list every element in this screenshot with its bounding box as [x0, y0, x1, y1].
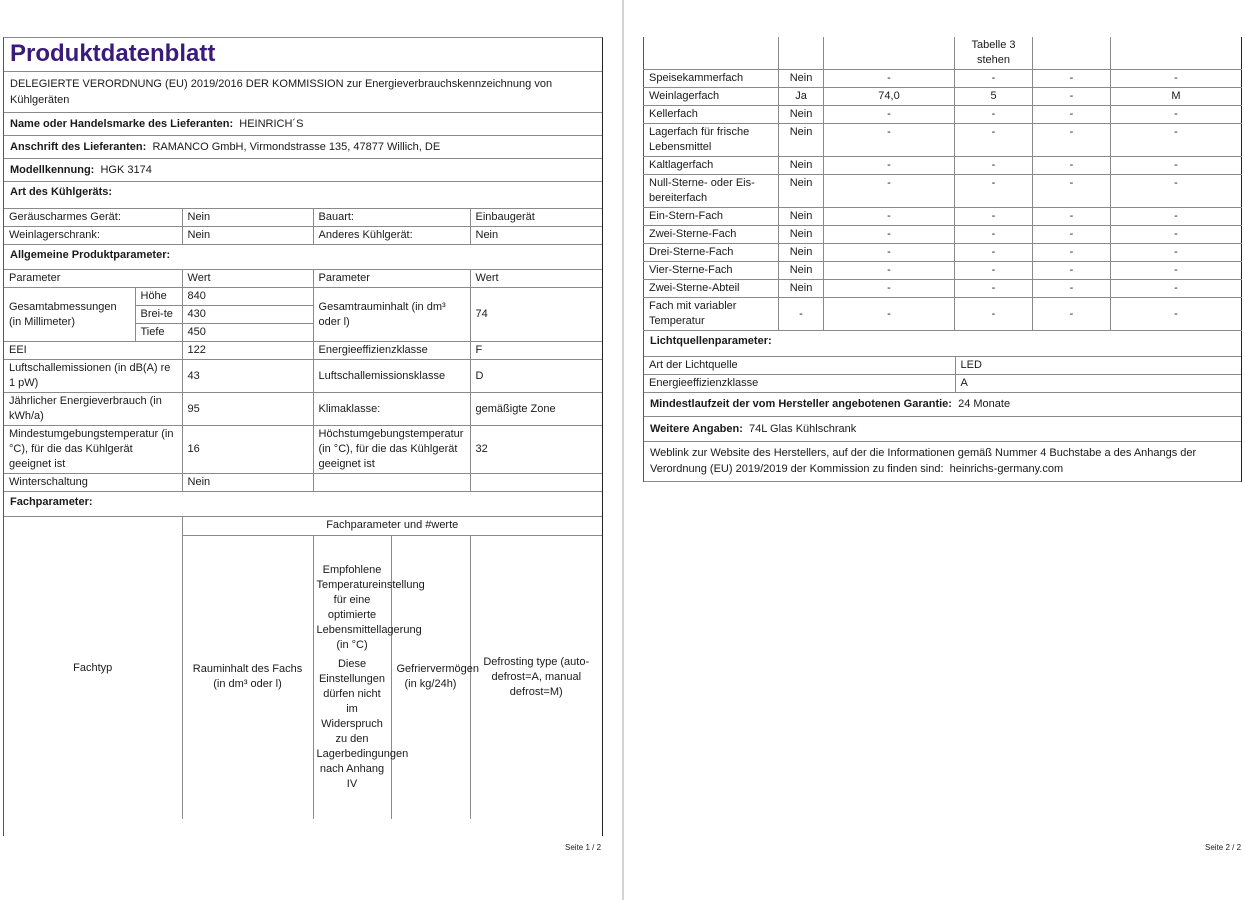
model-label: Modellkennung:: [10, 164, 95, 176]
height-value: 840: [182, 288, 313, 306]
compartment-present: Ja: [779, 88, 824, 106]
compartment-temp: -: [955, 70, 1033, 88]
compartment-name: Kellerfach: [644, 106, 779, 124]
table-header-row: [4, 270, 602, 288]
param-label: Klimaklasse:: [313, 393, 470, 426]
compartment-table: [643, 37, 1242, 331]
fachtyp-header: Fachtyp: [73, 661, 113, 674]
page-title: Produktdatenblatt: [4, 38, 602, 72]
page-number: Seite 2 / 2: [1205, 843, 1242, 852]
compartment-temp: -: [955, 262, 1033, 280]
compartment-name: Null-Sterne- oder Eis-bereiterfach: [644, 175, 779, 208]
compartment-present: Nein: [779, 262, 824, 280]
weblink-url[interactable]: heinrichs-germany.com: [949, 463, 1064, 475]
table-row: [4, 426, 602, 474]
compartment-name: Speisekammerfach: [644, 70, 779, 88]
compartment-temp: -: [955, 106, 1033, 124]
width-value: 430: [182, 306, 313, 324]
param-label: [313, 474, 470, 492]
compartment-temp: -: [955, 175, 1033, 208]
compartment-name: Ein-Stern-Fach: [644, 208, 779, 226]
temp-header-note: Diese Einstellungen dürfen nicht im Widerspruch zu den Lagerbedingungen nach Anhang IV: [316, 657, 409, 790]
compartment-present: Nein: [779, 244, 824, 262]
table-row: [644, 175, 1242, 208]
depth-value: 450: [182, 324, 313, 342]
param-value: F: [470, 342, 602, 360]
table-row: [644, 208, 1242, 226]
extra-info-label: Weitere Angaben:: [650, 423, 743, 435]
type-label: Bauart:: [313, 209, 470, 227]
general-table: [4, 270, 602, 492]
table-row: [644, 357, 1241, 375]
table-row: [4, 360, 602, 393]
weblink-text: Weblink zur Website des Herstellers, auf der die Informationen gemäß Nummer 4 Buchstabe a des Anhangs der Verordnung (EU) 2019/2019 der Kommission zu finden sind:: [650, 447, 1197, 475]
compartment-freeze: -: [1033, 175, 1111, 208]
compartment-freeze: -: [1033, 262, 1111, 280]
column-header: Parameter: [313, 270, 470, 288]
page-number: Seite 1 / 2: [565, 843, 602, 852]
compartment-freeze: -: [1033, 298, 1111, 331]
table-row: [4, 288, 602, 306]
compartment-present: Nein: [779, 175, 824, 208]
column-header: Wert: [182, 270, 313, 288]
compartment-freeze: -: [1033, 208, 1111, 226]
temp-header-text: Empfohlene Temperatureinstellung für eine optimierte Lebensmittellagerung (in °C): [316, 563, 425, 651]
table-row: [644, 244, 1242, 262]
compartment-temp: 5: [955, 88, 1033, 106]
compartment-defrost: -: [1111, 106, 1242, 124]
table-row: [644, 70, 1242, 88]
light-label: Energieeffizienzklasse: [644, 375, 955, 393]
extra-info-value: 74L Glas Kühlschrank: [749, 423, 857, 435]
compartment-volume: -: [824, 280, 955, 298]
compartment-name: Zwei-Sterne-Fach: [644, 226, 779, 244]
table-header-row: [644, 37, 1242, 70]
param-value: Nein: [182, 474, 313, 492]
compartment-temp: -: [955, 280, 1033, 298]
compartment-present: Nein: [779, 226, 824, 244]
param-label: Luftschallemissionsklasse: [313, 360, 470, 393]
column-header: Wert: [470, 270, 602, 288]
volume-value: 74: [470, 288, 602, 342]
compartment-temp: -: [955, 244, 1033, 262]
param-label: Höchstumgebungstemperatur (in °C), für die das Kühlgerät geeignet ist: [313, 426, 470, 474]
light-section-heading: Lichtquellenparameter:: [644, 331, 1241, 357]
compartment-volume: -: [824, 208, 955, 226]
compartment-present: Nein: [779, 124, 824, 157]
param-value: 43: [182, 360, 313, 393]
param-value: gemäßigte Zone: [470, 393, 602, 426]
warranty-value: 24 Monate: [958, 398, 1011, 410]
depth-label: Tiefe: [135, 324, 182, 342]
compartment-temp: -: [955, 157, 1033, 175]
table-row: [644, 88, 1242, 106]
compartment-present: Nein: [779, 157, 824, 175]
type-label: Geräuscharmes Gerät:: [4, 209, 182, 227]
defrost-header: Defrosting type (auto-defrost=A, manual defrost=M): [470, 535, 602, 819]
type-value: Nein: [182, 227, 313, 245]
table-row: [644, 226, 1242, 244]
compartment-present: Nein: [779, 106, 824, 124]
page-2: [643, 37, 1242, 482]
light-table: [644, 357, 1241, 393]
param-label: EEI: [4, 342, 182, 360]
compartment-section-heading: Fachparameter:: [4, 492, 602, 517]
param-label: Mindestumgebungstemperatur (in °C), für die das Kühlgerät geeignet ist: [4, 426, 182, 474]
table-row: [644, 262, 1242, 280]
compartment-name: Fach mit variabler Temperatur: [644, 298, 779, 331]
supplier-address-label: Anschrift des Lieferanten:: [10, 141, 147, 153]
table-row: [644, 298, 1242, 331]
compartment-defrost: -: [1111, 262, 1242, 280]
compartment-freeze: -: [1033, 124, 1111, 157]
table-row: [644, 106, 1242, 124]
compartment-present: Nein: [779, 280, 824, 298]
param-label: Luftschallemissionen (in dB(A) re 1 pW): [4, 360, 182, 393]
param-label: Winterschaltung: [4, 474, 182, 492]
compartment-present: Nein: [779, 208, 824, 226]
supplier-address-value: RAMANCO GmbH, Virmondstrasse 135, 47877 Willich, DE: [152, 141, 441, 153]
compartment-header-table: [4, 517, 602, 819]
table-row: [4, 393, 602, 426]
compartment-freeze: -: [1033, 157, 1111, 175]
empty-cell: [779, 37, 824, 70]
param-label: Jährlicher Energieverbrauch (in kWh/a): [4, 393, 182, 426]
type-value: Nein: [470, 227, 602, 245]
compartment-defrost: -: [1111, 208, 1242, 226]
compartment-defrost: -: [1111, 244, 1242, 262]
page-divider: [622, 0, 624, 900]
regulation-text: DELEGIERTE VERORDNUNG (EU) 2019/2016 DER KOMMISSION zur Energieverbrauchskennzeichnung von Kühlgeräten: [4, 72, 602, 113]
general-section-heading: Allgemeine Produktparameter:: [4, 245, 602, 270]
height-label: Höhe: [135, 288, 182, 306]
table-row: [644, 280, 1242, 298]
page2-lower: [643, 331, 1242, 482]
empty-cell: [824, 37, 955, 70]
compartment-volume: -: [824, 226, 955, 244]
compartment-volume: -: [824, 124, 955, 157]
warranty-label: Mindestlaufzeit der vom Hersteller angebotenen Garantie:: [650, 398, 952, 410]
param-value: 32: [470, 426, 602, 474]
compartment-freeze: -: [1033, 244, 1111, 262]
compartment-freeze: -: [1033, 88, 1111, 106]
compartment-volume: 74,0: [824, 88, 955, 106]
compartment-volume: -: [824, 157, 955, 175]
compartment-present: Nein: [779, 70, 824, 88]
compartment-temp: -: [955, 226, 1033, 244]
compartment-volume: -: [824, 70, 955, 88]
page-1: [3, 37, 603, 836]
compartment-freeze: -: [1033, 280, 1111, 298]
type-table: [4, 209, 602, 245]
compartment-defrost: M: [1111, 88, 1242, 106]
supplier-name-label: Name oder Handelsmarke des Lieferanten:: [10, 118, 234, 130]
param-value: 122: [182, 342, 313, 360]
compartment-temp: -: [955, 124, 1033, 157]
compartment-defrost: -: [1111, 226, 1242, 244]
light-value: LED: [955, 357, 1241, 375]
temp-header: [313, 535, 425, 819]
volume-header: Rauminhalt des Fachs (in dm³ oder l): [182, 535, 313, 819]
compartment-volume: -: [824, 262, 955, 280]
table-row: [644, 124, 1242, 157]
compartment-name: Zwei-Sterne-Abteil: [644, 280, 779, 298]
type-label: Weinlagerschrank:: [4, 227, 182, 245]
compartment-defrost: -: [1111, 124, 1242, 157]
table-row: [4, 227, 602, 245]
compartment-volume: -: [824, 175, 955, 208]
compartment-freeze: -: [1033, 70, 1111, 88]
compartment-defrost: -: [1111, 175, 1242, 208]
type-value: Einbaugerät: [470, 209, 602, 227]
light-label: Art der Lichtquelle: [644, 357, 955, 375]
empty-cell: [1033, 37, 1111, 70]
width-label: Brei-te: [135, 306, 182, 324]
param-value: [470, 474, 602, 492]
type-section-heading: Art des Kühlgeräts:: [4, 182, 602, 209]
light-value: A: [955, 375, 1241, 393]
type-label: Anderes Kühlgerät:: [313, 227, 470, 245]
group-header: Fachparameter und #werte: [182, 517, 602, 535]
compartment-freeze: -: [1033, 226, 1111, 244]
compartment-defrost: -: [1111, 298, 1242, 331]
column-header: Parameter: [4, 270, 182, 288]
param-value: 16: [182, 426, 313, 474]
compartment-defrost: -: [1111, 280, 1242, 298]
param-value: D: [470, 360, 602, 393]
type-value: Nein: [182, 209, 313, 227]
table-row: [4, 342, 602, 360]
dimensions-label: Gesamtabmessungen (in Millimeter): [4, 288, 135, 342]
supplier-address-row: [4, 136, 602, 159]
compartment-present: -: [779, 298, 824, 331]
compartment-volume: -: [824, 244, 955, 262]
compartment-name: Weinlagerfach: [644, 88, 779, 106]
compartment-volume: -: [824, 106, 955, 124]
table-header-row: [4, 517, 602, 535]
compartment-name: Drei-Sterne-Fach: [644, 244, 779, 262]
compartment-name: Kaltlagerfach: [644, 157, 779, 175]
compartment-defrost: -: [1111, 157, 1242, 175]
compartment-temp: -: [955, 208, 1033, 226]
continued-header: Tabelle 3 stehen: [955, 37, 1033, 70]
extra-info-row: [644, 417, 1241, 442]
param-value: 95: [182, 393, 313, 426]
supplier-name-value: HEINRICH´S: [239, 118, 304, 130]
empty-cell: [644, 37, 779, 70]
weblink-row: [644, 442, 1241, 482]
compartment-temp: -: [955, 298, 1033, 331]
supplier-name-row: [4, 113, 602, 136]
volume-label: Gesamtrauminhalt (in dm³ oder l): [313, 288, 470, 342]
compartment-name: Vier-Sterne-Fach: [644, 262, 779, 280]
freeze-header: Gefriervermögen (in kg/24h): [391, 535, 470, 819]
table-row: [644, 157, 1242, 175]
empty-cell: [1111, 37, 1242, 70]
table-row: [644, 375, 1241, 393]
compartment-defrost: -: [1111, 70, 1242, 88]
table-row: [4, 209, 602, 227]
model-row: [4, 159, 602, 182]
compartment-volume: -: [824, 298, 955, 331]
compartment-name: Lagerfach für frische Lebensmittel: [644, 124, 779, 157]
table-row: [4, 474, 602, 492]
compartment-freeze: -: [1033, 106, 1111, 124]
param-label: Energieeffizienzklasse: [313, 342, 470, 360]
warranty-row: [644, 393, 1241, 417]
model-value: HGK 3174: [100, 164, 152, 176]
